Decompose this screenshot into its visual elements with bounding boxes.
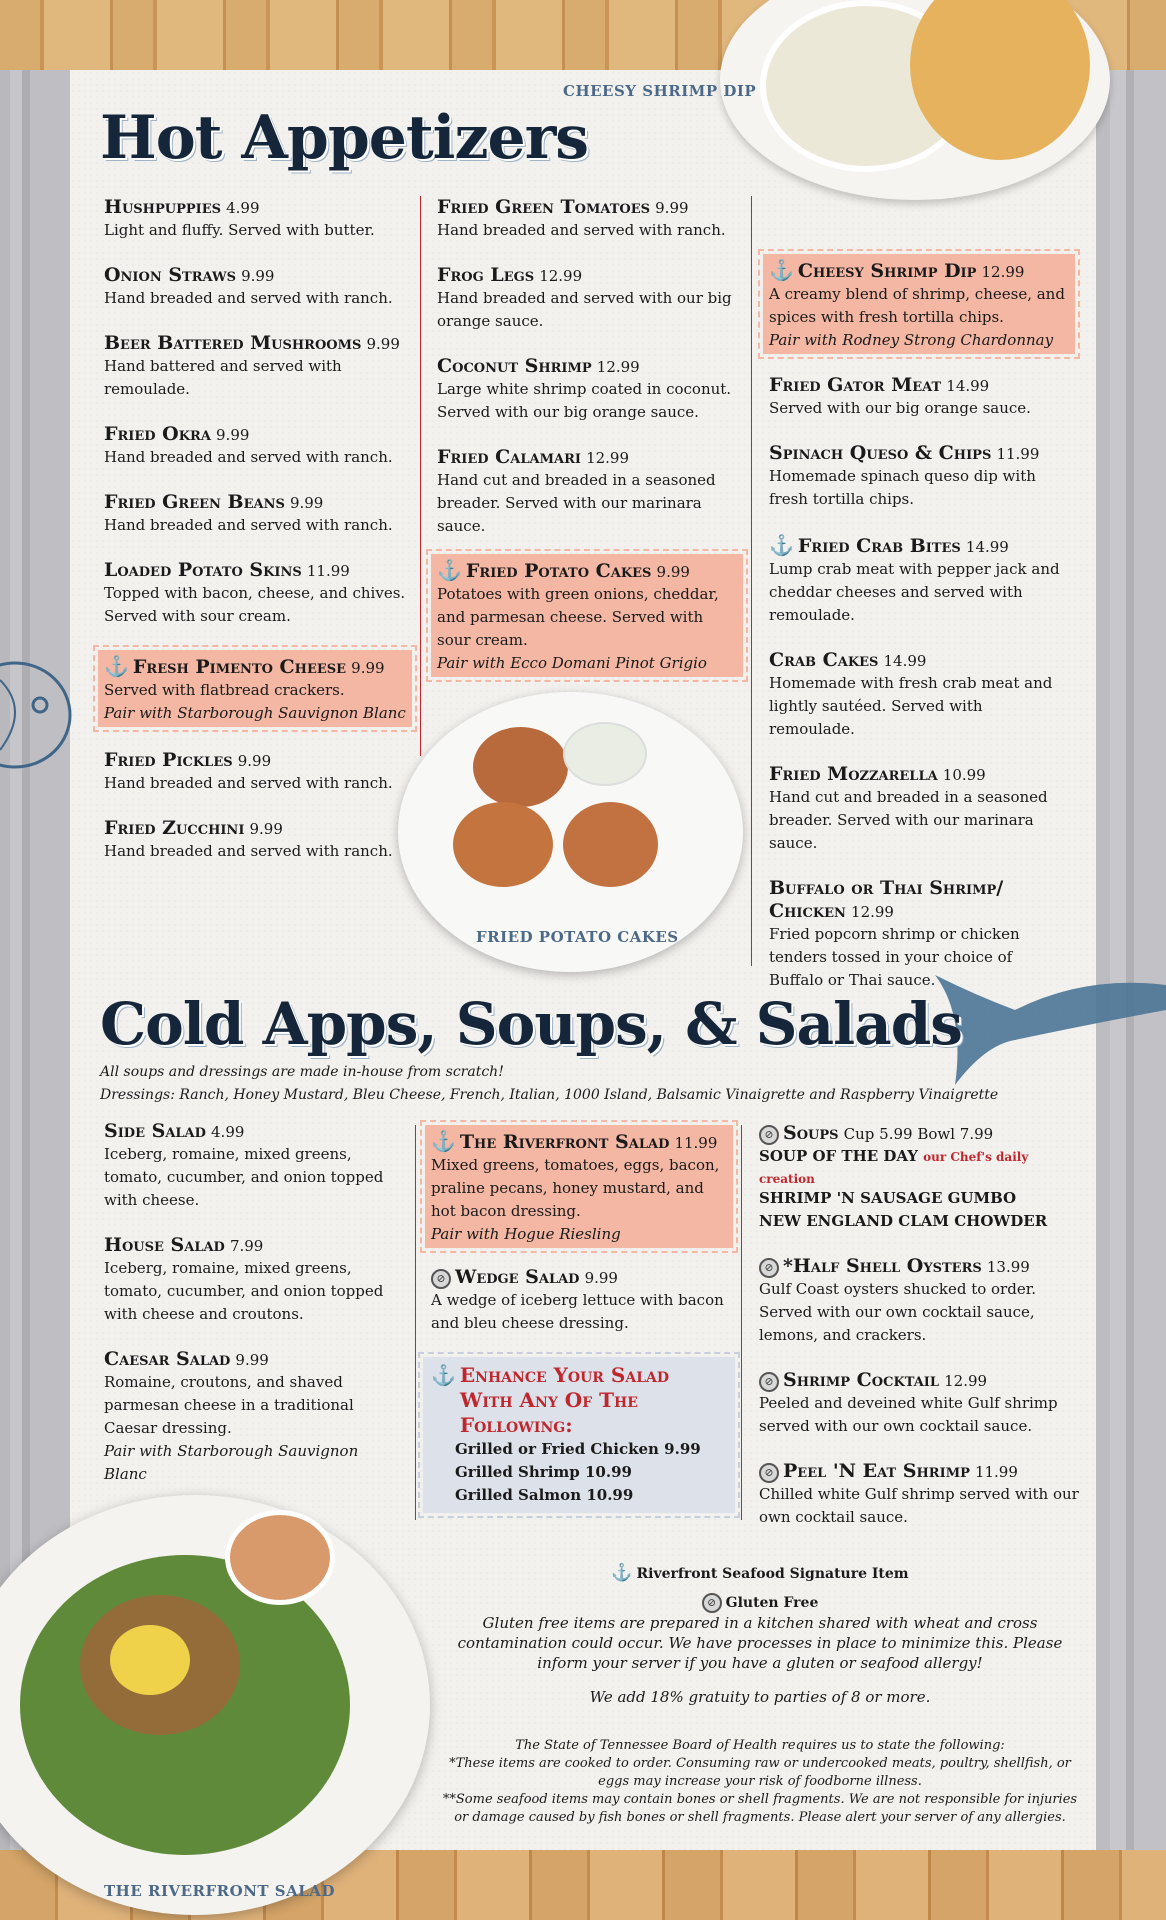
item-name: Crab Cakes [769, 649, 879, 671]
item-desc: Topped with bacon, cheese, and chives. Served with sour cream. [104, 584, 406, 625]
item-name: Cheesy Shrimp Dip [797, 260, 977, 282]
item-desc: Hand breaded and served with our big orange sauce. [437, 289, 732, 330]
item-name: Fried Gator Meat [769, 374, 942, 396]
item-desc: Fried popcorn shrimp or chicken tenders tossed in your choice of Buffalo or Thai sauce. [769, 925, 1020, 989]
gluten-free-icon: ⊘ [431, 1269, 451, 1289]
signature-item [763, 254, 1075, 354]
fish-left-icon [0, 650, 75, 780]
item-desc: Hand breaded and served with ranch. [104, 842, 393, 860]
enhance-salad-box [423, 1357, 735, 1513]
item-desc: Romaine, croutons, and shaved parmesan cheese in a traditional Caesar dressing. [104, 1373, 354, 1437]
item-desc: Light and fluffy. Served with butter. [104, 221, 375, 239]
gluten-note: Gluten free items are prepared in a kitchen shared with wheat and cross contamination could occur. We have processes in place to minimize this. Please inform your server if you have a gluten or seafood allergy! [457, 1614, 1063, 1672]
item-price: 9.99 [656, 563, 690, 581]
legend [450, 1563, 1070, 1707]
item-name: Fried Okra [104, 423, 211, 445]
hot-column-3 [769, 254, 1069, 1014]
enhance-option: Grilled Salmon 10.99 [455, 1486, 634, 1504]
item-name: Soups [783, 1122, 839, 1144]
item-price: 9.99 [241, 267, 275, 285]
gluten-free-icon: ⊘ [759, 1258, 779, 1278]
enhance-option: Grilled Shrimp 10.99 [455, 1463, 632, 1481]
item-desc: Gulf Coast oysters shucked to order. Served with our own cocktail sauce, lemons, and crackers. [759, 1280, 1037, 1344]
item-price: 12.99 [981, 263, 1025, 281]
wine-pairing: Pair with Starborough Sauvignon Blanc [104, 704, 406, 722]
item-price: Cup 5.99 Bowl 7.99 [843, 1125, 994, 1143]
item-name: Peel 'N Eat Shrimp [783, 1460, 970, 1482]
health-raw-warning: *These items are cooked to order. Consuming raw or undercooked meats, poultry, shellfish, or eggs may increase your risk of foodborne illness. [449, 1756, 1071, 1789]
item-name: Beer Battered Mushrooms [104, 332, 362, 354]
item-desc: Hand breaded and served with ranch. [104, 774, 393, 792]
item-desc: Lump crab meat with pepper jack and cheddar cheeses and served with remoulade. [769, 560, 1060, 624]
item-price: 11.99 [974, 1463, 1018, 1481]
item-desc: Large white shrimp coated in coconut. Served with our big orange sauce. [437, 380, 732, 421]
item-price: 11.99 [306, 562, 350, 580]
divider-line [751, 196, 752, 966]
item-price: 4.99 [226, 199, 260, 217]
item-desc: Hand cut and breaded in a seasoned breader. Served with our marinara sauce. [437, 471, 716, 535]
item-price: 11.99 [996, 445, 1040, 463]
dip-caption: CHEESY SHRIMP DIP [563, 82, 757, 100]
anchor-icon: ⚓ [769, 258, 794, 282]
anchor-icon: ⚓ [431, 1129, 456, 1153]
hot-column-1 [104, 196, 406, 885]
cold-apps-title: Cold Apps, Soups, & Salads [100, 990, 962, 1058]
item-price: 14.99 [883, 652, 927, 670]
item-price: 9.99 [237, 752, 272, 770]
item-price: 9.99 [655, 199, 689, 217]
gluten-free-icon: ⊘ [759, 1372, 779, 1392]
item-desc: A wedge of iceberg lettuce with bacon and bleu cheese dressing. [431, 1291, 724, 1332]
item-price: 12.99 [586, 449, 630, 467]
item-price: 9.99 [584, 1269, 618, 1287]
anchor-icon: ⚓ [769, 533, 794, 557]
wine-pairing: Pair with Starborough Sauvignon Blanc [104, 1442, 359, 1483]
item-price: 7.99 [229, 1237, 264, 1255]
enhance-title: Enhance Your Salad With Any Of The Following: [459, 1363, 670, 1437]
item-name: Loaded Potato Skins [104, 559, 302, 581]
divider-line [415, 1125, 416, 1520]
item-name: Fried Potato Cakes [465, 560, 652, 582]
health-notice [440, 1737, 1080, 1827]
hot-column-2 [437, 196, 737, 699]
item-name: Fried Crab Bites [797, 535, 961, 557]
item-price: 9.99 [235, 1351, 269, 1369]
item-desc: Mixed greens, tomatoes, eggs, bacon, praline pecans, honey mustard, and hot bacon dressing. [431, 1156, 720, 1220]
item-name: House Salad [104, 1234, 225, 1256]
item-name: Frog Legs [437, 264, 535, 286]
divider-line [420, 196, 421, 756]
dressings-note: Dressings: Ranch, Honey Mustard, Bleu Cheese, French, Italian, 1000 Island, Balsamic Vinaigrette and Raspberry Vinaigrette [100, 1087, 999, 1103]
soup-chowder: NEW ENGLAND CLAM CHOWDER [759, 1212, 1048, 1230]
item-price: 12.99 [596, 358, 640, 376]
item-desc: A creamy blend of shrimp, cheese, and spices with fresh tortilla chips. [769, 285, 1065, 326]
item-desc: Hand cut and breaded in a seasoned breader. Served with our marinara sauce. [769, 788, 1048, 852]
item-name: Buffalo or Thai Shrimp/ Chicken [769, 877, 1004, 922]
salad-caption: THE RIVERFRONT SALAD [104, 1882, 335, 1900]
gluten-free-icon: ⊘ [759, 1125, 779, 1145]
gratuity-note: We add 18% gratuity to parties of 8 or more. [589, 1688, 931, 1706]
item-name: Side Salad [104, 1120, 206, 1142]
potato-cakes-caption: FRIED POTATO CAKES [476, 928, 679, 946]
gluten-free-legend: Gluten Free [725, 1595, 819, 1611]
item-name: Wedge Salad [455, 1266, 580, 1288]
item-price: 13.99 [986, 1258, 1030, 1276]
item-desc: Homemade spinach queso dip with fresh tortilla chips. [769, 467, 1036, 508]
item-desc: Hand breaded and served with ranch. [104, 516, 393, 534]
item-name: Fried Calamari [437, 446, 581, 468]
item-price: 11.99 [674, 1134, 718, 1152]
cold-column-3 [759, 1122, 1079, 1551]
item-desc: Hand battered and served with remoulade. [104, 357, 342, 398]
cold-column-1 [104, 1120, 404, 1508]
signature-item [425, 1125, 733, 1248]
gluten-free-icon: ⊘ [702, 1593, 722, 1613]
item-name: Caesar Salad [104, 1348, 231, 1370]
item-price: 9.99 [351, 659, 385, 677]
item-price: 12.99 [944, 1372, 988, 1390]
item-name: The Riverfront Salad [459, 1131, 670, 1153]
signature-item [98, 650, 412, 727]
item-price: 9.99 [289, 494, 324, 512]
item-name: Fresh Pimento Cheese [132, 656, 347, 678]
soup-of-the-day: SOUP OF THE DAY [759, 1147, 919, 1165]
item-price: 9.99 [216, 426, 250, 444]
item-desc: Chilled white Gulf shrimp served with our own cocktail sauce. [759, 1485, 1079, 1526]
wine-pairing: Pair with Hogue Riesling [431, 1225, 621, 1243]
signature-legend: Riverfront Seafood Signature Item [636, 1566, 909, 1582]
soup-gumbo: SHRIMP 'N SAUSAGE GUMBO [759, 1189, 1017, 1207]
item-name: Fried Mozzarella [769, 763, 938, 785]
item-desc: Served with our big orange sauce. [769, 399, 1031, 417]
item-desc: Hand breaded and served with ranch. [437, 221, 726, 239]
item-price: 10.99 [942, 766, 986, 784]
item-price: 12.99 [851, 903, 894, 921]
gluten-free-icon: ⊘ [759, 1463, 779, 1483]
item-price: 4.99 [211, 1123, 245, 1141]
cold-column-2 [431, 1125, 727, 1513]
divider-line [741, 1125, 742, 1520]
item-price: 9.99 [249, 820, 283, 838]
anchor-icon: ⚓ [611, 1563, 633, 1583]
health-bones-warning: **Some seafood items may contain bones or shell fragments. We are not responsible for injuries or damage caused by fish bones or shell fragments. Please alert your server of any allergies. [442, 1792, 1078, 1825]
item-desc: Homemade with fresh crab meat and lightly sautéed. Served with remoulade. [769, 674, 1053, 738]
anchor-icon: ⚓ [431, 1363, 456, 1387]
signature-item [431, 554, 743, 677]
item-name: Spinach Queso & Chips [769, 442, 992, 464]
item-name: Coconut Shrimp [437, 355, 592, 377]
item-name: Shrimp Cocktail [783, 1369, 940, 1391]
item-desc: Hand breaded and served with ranch. [104, 448, 393, 466]
chef-note: our Chef's daily creation [759, 1150, 1029, 1186]
health-intro: The State of Tennessee Board of Health requires us to state the following: [515, 1738, 1005, 1753]
item-price: 14.99 [965, 538, 1009, 556]
item-name: Fried Green Tomatoes [437, 196, 651, 218]
item-desc: Served with flatbread crackers. [104, 681, 345, 699]
item-name: Onion Straws [104, 264, 236, 286]
wine-pairing: Pair with Ecco Domani Pinot Grigio [437, 654, 707, 672]
wine-pairing: Pair with Rodney Strong Chardonnay [769, 331, 1054, 349]
scratch-note: All soups and dressings are made in-house from scratch! [100, 1064, 504, 1080]
item-desc: Potatoes with green onions, cheddar, and parmesan cheese. Served with sour cream. [437, 585, 719, 649]
anchor-icon: ⚓ [104, 654, 129, 678]
item-desc: Peeled and deveined white Gulf shrimp served with our own cocktail sauce. [759, 1394, 1058, 1435]
item-name: Fried Green Beans [104, 491, 285, 513]
item-name: *Half Shell Oysters [783, 1255, 982, 1277]
item-name: Fried Zucchini [104, 817, 245, 839]
anchor-icon: ⚓ [437, 558, 462, 582]
hot-appetizers-title: Hot Appetizers [100, 103, 589, 173]
item-desc: Hand breaded and served with ranch. [104, 289, 393, 307]
item-name: Hushpuppies [104, 196, 222, 218]
item-price: 9.99 [366, 335, 400, 353]
item-price: 12.99 [539, 267, 583, 285]
item-desc: Iceberg, romaine, mixed greens, tomato, cucumber, and onion topped with cheese and croutons. [104, 1259, 384, 1323]
enhance-option: Grilled or Fried Chicken 9.99 [455, 1440, 701, 1458]
item-desc: Iceberg, romaine, mixed greens, tomato, cucumber, and onion topped with cheese. [104, 1145, 384, 1209]
item-name: Fried Pickles [104, 749, 233, 771]
item-price: 14.99 [946, 377, 990, 395]
